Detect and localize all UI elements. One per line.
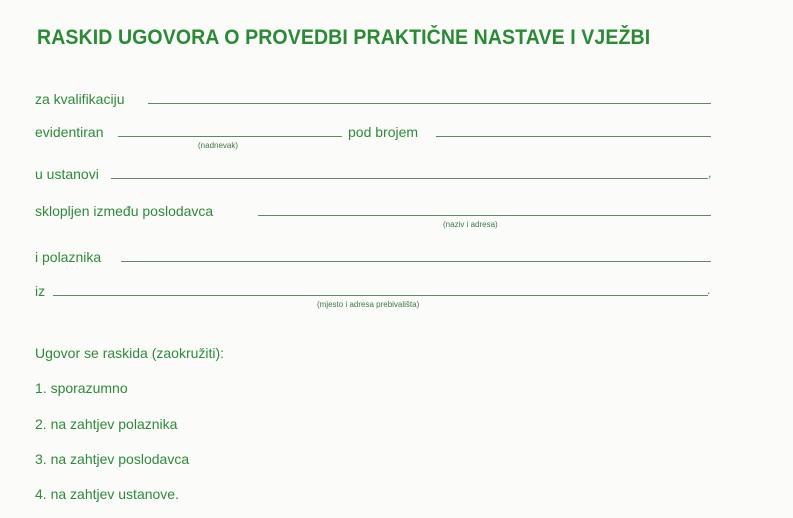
- label-polaznika: i polaznika: [35, 249, 102, 265]
- field-kvalifikacija-line[interactable]: [148, 103, 711, 104]
- label-ustanovi: u ustanovi: [35, 166, 99, 182]
- label-evidentiran: evidentiran: [35, 124, 104, 140]
- comma-mark: ,: [708, 166, 712, 180]
- label-pod-brojem: pod brojem: [348, 124, 419, 140]
- option-zahtjev-polaznika[interactable]: 2. na zahtjev polaznika: [35, 416, 178, 432]
- hint-mjesto-adresa: (mjesto i adresa prebivališta): [317, 300, 420, 309]
- label-sklopljen: sklopljen između poslodavca: [35, 203, 214, 219]
- field-polaznik-line[interactable]: [121, 261, 711, 262]
- hint-nadnevak: (nadnevak): [198, 141, 239, 150]
- option-sporazumno[interactable]: 1. sporazumno: [35, 380, 128, 396]
- field-iz-line[interactable]: [53, 295, 708, 296]
- form-title: RASKID UGOVORA O PROVEDBI PRAKTIČNE NASTAVE I VJEŽBI: [37, 26, 651, 49]
- field-evidentiran-line[interactable]: [118, 136, 342, 137]
- option-zahtjev-poslodavca[interactable]: 3. na zahtjev poslodavca: [35, 451, 190, 467]
- field-ustanovi-line[interactable]: [111, 178, 708, 179]
- label-kvalifikacija: za kvalifikaciju: [35, 91, 125, 107]
- field-pod-brojem-line[interactable]: [436, 136, 711, 137]
- hint-naziv-adresa: (naziv i adresa): [443, 220, 498, 229]
- option-zahtjev-ustanove[interactable]: 4. na zahtjev ustanove.: [35, 486, 179, 502]
- label-iz: iz: [35, 283, 46, 299]
- period-mark: .: [707, 283, 711, 297]
- termination-heading: Ugovor se raskida (zaokružiti):: [35, 345, 225, 361]
- field-poslodavac-line[interactable]: [258, 215, 711, 216]
